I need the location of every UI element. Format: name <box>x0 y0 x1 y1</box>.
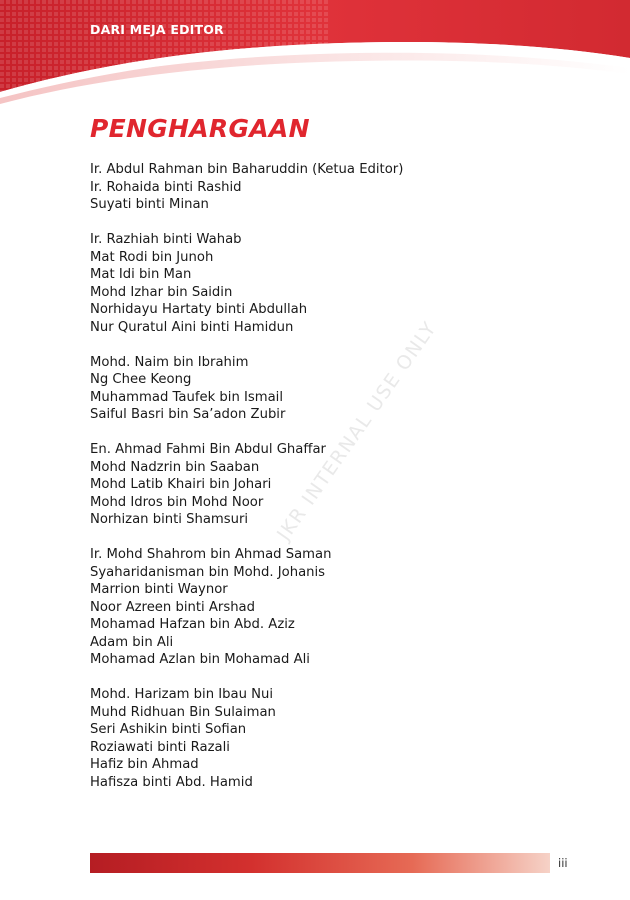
name-line: En. Ahmad Fahmi Bin Abdul Ghaffar <box>90 442 326 457</box>
name-line: Mohd Nadzrin bin Saaban <box>90 459 260 475</box>
name-line: Ir. Razhiah binti Wahab <box>90 232 242 247</box>
name-line: Nur Quratul Aini binti Hamidun <box>90 319 294 335</box>
name-line: Muhammad Taufek bin Ismail <box>90 389 284 405</box>
name-line: Seri Ashikin binti Sofian <box>90 722 247 737</box>
name-line: Roziawati binti Razali <box>90 739 230 755</box>
name-group <box>90 161 570 214</box>
name-line: Ir. Rohaida binti Rashid <box>90 179 242 195</box>
footer-bar <box>90 853 550 873</box>
acknowledgement-list <box>90 161 570 809</box>
name-line: Mat Rodi bin Junoh <box>90 249 214 265</box>
name-line: Ir. Mohd Shahrom bin Ahmad Saman <box>90 547 332 562</box>
name-line: Adam bin Ali <box>90 634 174 650</box>
name-line: Hafiz bin Ahmad <box>90 757 199 772</box>
name-line: Mat Idi bin Man <box>90 267 192 282</box>
name-group <box>90 441 570 529</box>
name-group <box>90 354 570 424</box>
name-line: Marrion binti Waynor <box>90 582 228 597</box>
name-line: Ir. Abdul Rahman bin Baharuddin (Ketua Editor) <box>90 162 404 177</box>
page-number: iii <box>558 856 568 870</box>
name-line: Mohamad Azlan bin Mohamad Ali <box>90 652 310 667</box>
name-line: Hafisza binti Abd. Hamid <box>90 774 253 790</box>
name-line: Muhd Ridhuan Bin Sulaiman <box>90 704 276 720</box>
name-line: Ng Chee Keong <box>90 372 192 387</box>
name-line: Mohd. Naim bin Ibrahim <box>90 354 249 370</box>
header-banner <box>0 0 630 110</box>
page-title: PENGHARGAAN <box>90 114 310 143</box>
name-line: Saiful Basri bin Sa’adon Zubir <box>90 407 286 422</box>
name-line: Mohd Latib Khairi bin Johari <box>90 477 272 492</box>
name-line: Syaharidanisman bin Mohd. Johanis <box>90 564 326 580</box>
name-line: Mohd Izhar bin Saidin <box>90 284 233 300</box>
name-line: Mohd. Harizam bin Ibau Nui <box>90 687 274 702</box>
name-line: Mohamad Hafzan bin Abd. Aziz <box>90 617 295 632</box>
name-line: Norhizan binti Shamsuri <box>90 512 249 527</box>
name-group <box>90 686 570 791</box>
watermark: JKR INTERNAL USE ONLY <box>272 317 442 545</box>
name-line: Noor Azreen binti Arshad <box>90 599 256 615</box>
name-line: Mohd Idros bin Mohd Noor <box>90 494 264 510</box>
name-line: Norhidayu Hartaty binti Abdullah <box>90 302 308 317</box>
name-group <box>90 546 570 669</box>
name-line: Suyati binti Minan <box>90 197 209 212</box>
header-section-label: DARI MEJA EDITOR <box>90 22 224 37</box>
name-group <box>90 231 570 336</box>
